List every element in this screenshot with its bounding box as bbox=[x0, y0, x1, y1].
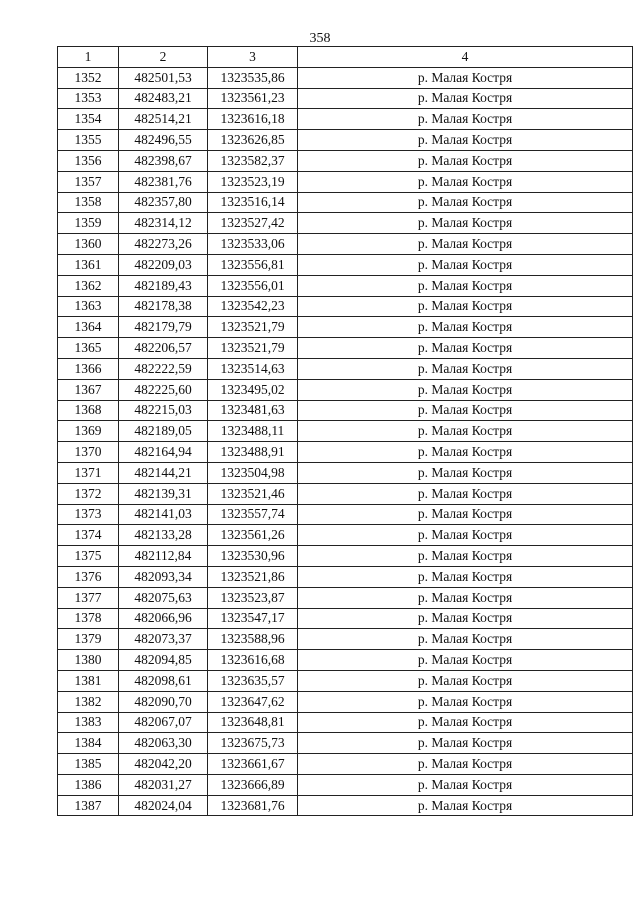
cell-point-number: 1381 bbox=[58, 670, 119, 691]
cell-x-coordinate: 482514,21 bbox=[119, 109, 208, 130]
cell-description: р. Малая Костря bbox=[298, 379, 633, 400]
cell-x-coordinate: 482496,55 bbox=[119, 130, 208, 151]
cell-x-coordinate: 482501,53 bbox=[119, 67, 208, 88]
cell-y-coordinate: 1323523,19 bbox=[208, 171, 298, 192]
cell-point-number: 1378 bbox=[58, 608, 119, 629]
cell-y-coordinate: 1323535,86 bbox=[208, 67, 298, 88]
cell-x-coordinate: 482063,30 bbox=[119, 733, 208, 754]
cell-description: р. Малая Костря bbox=[298, 317, 633, 338]
cell-description: р. Малая Костря bbox=[298, 504, 633, 525]
table-row bbox=[58, 67, 633, 88]
cell-x-coordinate: 482273,26 bbox=[119, 234, 208, 255]
table-row bbox=[58, 379, 633, 400]
cell-point-number: 1369 bbox=[58, 421, 119, 442]
cell-x-coordinate: 482225,60 bbox=[119, 379, 208, 400]
cell-y-coordinate: 1323495,02 bbox=[208, 379, 298, 400]
cell-point-number: 1372 bbox=[58, 483, 119, 504]
cell-x-coordinate: 482179,79 bbox=[119, 317, 208, 338]
cell-y-coordinate: 1323582,37 bbox=[208, 150, 298, 171]
cell-point-number: 1376 bbox=[58, 566, 119, 587]
cell-x-coordinate: 482357,80 bbox=[119, 192, 208, 213]
cell-point-number: 1364 bbox=[58, 317, 119, 338]
table-row bbox=[58, 774, 633, 795]
cell-description: р. Малая Костря bbox=[298, 483, 633, 504]
cell-description: р. Малая Костря bbox=[298, 254, 633, 275]
cell-point-number: 1367 bbox=[58, 379, 119, 400]
table-row bbox=[58, 171, 633, 192]
cell-x-coordinate: 482483,21 bbox=[119, 88, 208, 109]
cell-point-number: 1352 bbox=[58, 67, 119, 88]
page-number: 358 bbox=[309, 31, 331, 46]
cell-y-coordinate: 1323521,86 bbox=[208, 566, 298, 587]
table-row bbox=[58, 130, 633, 151]
table-row bbox=[58, 109, 633, 130]
cell-description: р. Малая Костря bbox=[298, 525, 633, 546]
cell-x-coordinate: 482189,43 bbox=[119, 275, 208, 296]
cell-y-coordinate: 1323488,11 bbox=[208, 421, 298, 442]
cell-x-coordinate: 482398,67 bbox=[119, 150, 208, 171]
table-header-row bbox=[58, 47, 633, 68]
table-row bbox=[58, 608, 633, 629]
cell-point-number: 1363 bbox=[58, 296, 119, 317]
cell-description: р. Малая Костря bbox=[298, 130, 633, 151]
cell-x-coordinate: 482067,07 bbox=[119, 712, 208, 733]
cell-x-coordinate: 482066,96 bbox=[119, 608, 208, 629]
cell-x-coordinate: 482164,94 bbox=[119, 442, 208, 463]
cell-point-number: 1385 bbox=[58, 754, 119, 775]
table-row bbox=[58, 213, 633, 234]
cell-point-number: 1360 bbox=[58, 234, 119, 255]
cell-description: р. Малая Костря bbox=[298, 712, 633, 733]
cell-description: р. Малая Костря bbox=[298, 338, 633, 359]
cell-point-number: 1379 bbox=[58, 629, 119, 650]
cell-y-coordinate: 1323504,98 bbox=[208, 462, 298, 483]
cell-x-coordinate: 482144,21 bbox=[119, 462, 208, 483]
cell-description: р. Малая Костря bbox=[298, 546, 633, 567]
cell-description: р. Малая Костря bbox=[298, 358, 633, 379]
table-row bbox=[58, 296, 633, 317]
table-row bbox=[58, 234, 633, 255]
cell-y-coordinate: 1323647,62 bbox=[208, 691, 298, 712]
table-row bbox=[58, 192, 633, 213]
cell-x-coordinate: 482222,59 bbox=[119, 358, 208, 379]
cell-y-coordinate: 1323521,46 bbox=[208, 483, 298, 504]
cell-y-coordinate: 1323616,18 bbox=[208, 109, 298, 130]
cell-point-number: 1356 bbox=[58, 150, 119, 171]
cell-x-coordinate: 482112,84 bbox=[119, 546, 208, 567]
cell-description: р. Малая Костря bbox=[298, 421, 633, 442]
cell-x-coordinate: 482178,38 bbox=[119, 296, 208, 317]
cell-point-number: 1374 bbox=[58, 525, 119, 546]
cell-x-coordinate: 482093,34 bbox=[119, 566, 208, 587]
cell-description: р. Малая Костря bbox=[298, 109, 633, 130]
table-row bbox=[58, 421, 633, 442]
cell-description: р. Малая Костря bbox=[298, 774, 633, 795]
table-row bbox=[58, 691, 633, 712]
cell-x-coordinate: 482042,20 bbox=[119, 754, 208, 775]
cell-point-number: 1371 bbox=[58, 462, 119, 483]
cell-x-coordinate: 482133,28 bbox=[119, 525, 208, 546]
cell-x-coordinate: 482189,05 bbox=[119, 421, 208, 442]
table-row bbox=[58, 566, 633, 587]
cell-description: р. Малая Костря bbox=[298, 754, 633, 775]
cell-x-coordinate: 482090,70 bbox=[119, 691, 208, 712]
cell-point-number: 1384 bbox=[58, 733, 119, 754]
cell-description: р. Малая Костря bbox=[298, 88, 633, 109]
cell-y-coordinate: 1323530,96 bbox=[208, 546, 298, 567]
cell-description: р. Малая Костря bbox=[298, 296, 633, 317]
cell-description: р. Малая Костря bbox=[298, 192, 633, 213]
cell-y-coordinate: 1323542,23 bbox=[208, 296, 298, 317]
cell-point-number: 1382 bbox=[58, 691, 119, 712]
cell-description: р. Малая Костря bbox=[298, 67, 633, 88]
cell-y-coordinate: 1323661,67 bbox=[208, 754, 298, 775]
cell-description: р. Малая Костря bbox=[298, 171, 633, 192]
header-cell-description: 4 bbox=[298, 47, 633, 68]
table-row bbox=[58, 504, 633, 525]
cell-description: р. Малая Костря bbox=[298, 670, 633, 691]
cell-y-coordinate: 1323556,81 bbox=[208, 254, 298, 275]
cell-point-number: 1377 bbox=[58, 587, 119, 608]
cell-y-coordinate: 1323533,06 bbox=[208, 234, 298, 255]
cell-description: р. Малая Костря bbox=[298, 650, 633, 671]
cell-x-coordinate: 482206,57 bbox=[119, 338, 208, 359]
table-row bbox=[58, 317, 633, 338]
header-cell-y-coordinate: 3 bbox=[208, 47, 298, 68]
cell-y-coordinate: 1323561,23 bbox=[208, 88, 298, 109]
cell-y-coordinate: 1323681,76 bbox=[208, 795, 298, 816]
table-body bbox=[58, 47, 633, 816]
cell-y-coordinate: 1323616,68 bbox=[208, 650, 298, 671]
cell-point-number: 1383 bbox=[58, 712, 119, 733]
cell-y-coordinate: 1323556,01 bbox=[208, 275, 298, 296]
cell-description: р. Малая Костря bbox=[298, 275, 633, 296]
cell-x-coordinate: 482139,31 bbox=[119, 483, 208, 504]
cell-x-coordinate: 482075,63 bbox=[119, 587, 208, 608]
cell-x-coordinate: 482024,04 bbox=[119, 795, 208, 816]
table-row bbox=[58, 629, 633, 650]
table-row bbox=[58, 150, 633, 171]
cell-x-coordinate: 482381,76 bbox=[119, 171, 208, 192]
cell-y-coordinate: 1323523,87 bbox=[208, 587, 298, 608]
cell-y-coordinate: 1323521,79 bbox=[208, 338, 298, 359]
cell-y-coordinate: 1323666,89 bbox=[208, 774, 298, 795]
cell-description: р. Малая Костря bbox=[298, 234, 633, 255]
table-row bbox=[58, 462, 633, 483]
cell-point-number: 1387 bbox=[58, 795, 119, 816]
cell-y-coordinate: 1323675,73 bbox=[208, 733, 298, 754]
cell-x-coordinate: 482031,27 bbox=[119, 774, 208, 795]
cell-description: р. Малая Костря bbox=[298, 629, 633, 650]
cell-y-coordinate: 1323514,63 bbox=[208, 358, 298, 379]
cell-point-number: 1355 bbox=[58, 130, 119, 151]
cell-description: р. Малая Костря bbox=[298, 608, 633, 629]
cell-point-number: 1361 bbox=[58, 254, 119, 275]
cell-description: р. Малая Костря bbox=[298, 795, 633, 816]
cell-point-number: 1353 bbox=[58, 88, 119, 109]
table-row bbox=[58, 733, 633, 754]
table-row bbox=[58, 358, 633, 379]
cell-y-coordinate: 1323588,96 bbox=[208, 629, 298, 650]
cell-y-coordinate: 1323521,79 bbox=[208, 317, 298, 338]
table-row bbox=[58, 254, 633, 275]
table-row bbox=[58, 483, 633, 504]
cell-description: р. Малая Костря bbox=[298, 150, 633, 171]
cell-x-coordinate: 482314,12 bbox=[119, 213, 208, 234]
table-row bbox=[58, 88, 633, 109]
table-row bbox=[58, 525, 633, 546]
table-row bbox=[58, 670, 633, 691]
cell-y-coordinate: 1323481,63 bbox=[208, 400, 298, 421]
table-row bbox=[58, 546, 633, 567]
cell-point-number: 1380 bbox=[58, 650, 119, 671]
table-row bbox=[58, 754, 633, 775]
cell-description: р. Малая Костря bbox=[298, 733, 633, 754]
table-row bbox=[58, 400, 633, 421]
table-row bbox=[58, 650, 633, 671]
cell-point-number: 1362 bbox=[58, 275, 119, 296]
cell-x-coordinate: 482073,37 bbox=[119, 629, 208, 650]
cell-point-number: 1366 bbox=[58, 358, 119, 379]
header-cell-x-coordinate: 2 bbox=[119, 47, 208, 68]
cell-y-coordinate: 1323516,14 bbox=[208, 192, 298, 213]
cell-y-coordinate: 1323561,26 bbox=[208, 525, 298, 546]
cell-description: р. Малая Костря bbox=[298, 462, 633, 483]
cell-point-number: 1365 bbox=[58, 338, 119, 359]
cell-point-number: 1373 bbox=[58, 504, 119, 525]
cell-y-coordinate: 1323547,17 bbox=[208, 608, 298, 629]
table-row bbox=[58, 587, 633, 608]
cell-point-number: 1358 bbox=[58, 192, 119, 213]
table-row bbox=[58, 712, 633, 733]
header-cell-point-number: 1 bbox=[58, 47, 119, 68]
cell-point-number: 1354 bbox=[58, 109, 119, 130]
cell-y-coordinate: 1323557,74 bbox=[208, 504, 298, 525]
cell-point-number: 1375 bbox=[58, 546, 119, 567]
table-row bbox=[58, 795, 633, 816]
cell-x-coordinate: 482209,03 bbox=[119, 254, 208, 275]
cell-x-coordinate: 482215,03 bbox=[119, 400, 208, 421]
table-row bbox=[58, 275, 633, 296]
cell-description: р. Малая Костря bbox=[298, 691, 633, 712]
cell-x-coordinate: 482141,03 bbox=[119, 504, 208, 525]
cell-description: р. Малая Костря bbox=[298, 587, 633, 608]
cell-y-coordinate: 1323488,91 bbox=[208, 442, 298, 463]
coordinates-table bbox=[57, 46, 633, 816]
cell-description: р. Малая Костря bbox=[298, 213, 633, 234]
table-row bbox=[58, 338, 633, 359]
cell-point-number: 1386 bbox=[58, 774, 119, 795]
cell-description: р. Малая Костря bbox=[298, 566, 633, 587]
cell-y-coordinate: 1323626,85 bbox=[208, 130, 298, 151]
cell-y-coordinate: 1323527,42 bbox=[208, 213, 298, 234]
cell-point-number: 1368 bbox=[58, 400, 119, 421]
cell-x-coordinate: 482094,85 bbox=[119, 650, 208, 671]
cell-point-number: 1357 bbox=[58, 171, 119, 192]
cell-description: р. Малая Костря bbox=[298, 400, 633, 421]
cell-y-coordinate: 1323648,81 bbox=[208, 712, 298, 733]
table-row bbox=[58, 442, 633, 463]
cell-point-number: 1370 bbox=[58, 442, 119, 463]
cell-point-number: 1359 bbox=[58, 213, 119, 234]
cell-description: р. Малая Костря bbox=[298, 442, 633, 463]
cell-x-coordinate: 482098,61 bbox=[119, 670, 208, 691]
cell-y-coordinate: 1323635,57 bbox=[208, 670, 298, 691]
